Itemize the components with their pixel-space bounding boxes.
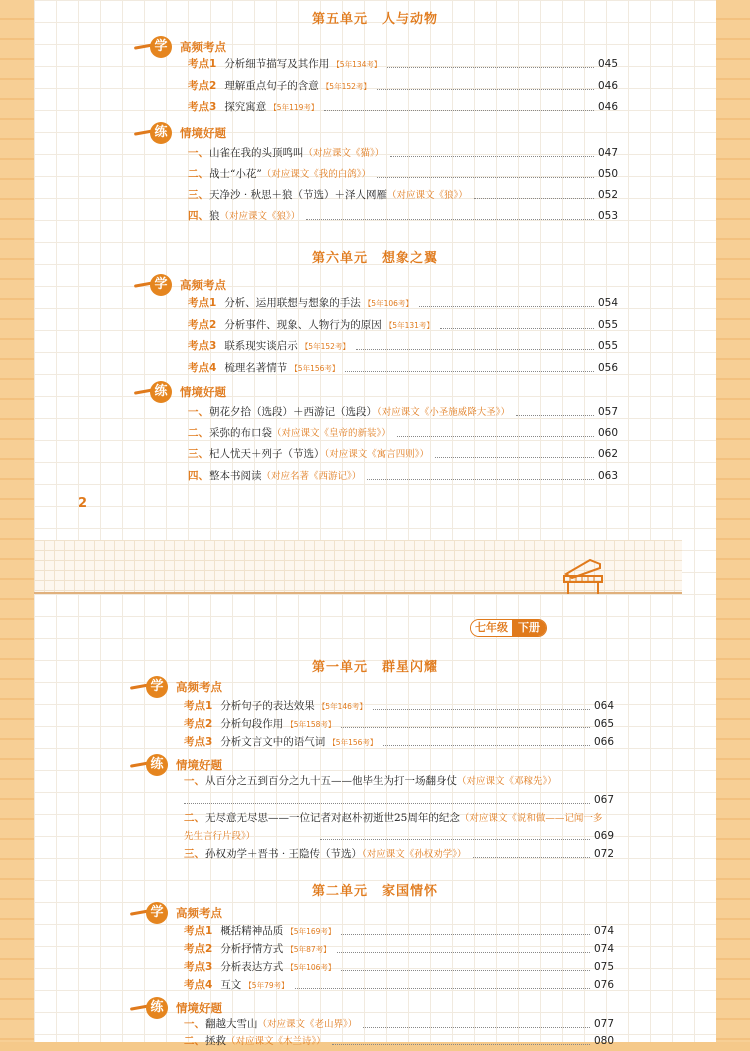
kaodian-row[interactable]: [188, 337, 350, 355]
page-ref[interactable]: 076: [594, 979, 615, 991]
textbook-reference: （对应课文《说和做——记闻一多: [459, 813, 603, 824]
kaodian-number: 考点2: [184, 718, 213, 730]
exercise-number: 三、: [188, 189, 209, 201]
kaodian-number: 考点3: [188, 340, 217, 352]
page-ref[interactable]: 046: [598, 101, 619, 113]
exercise-row[interactable]: [188, 207, 300, 225]
kaodian-row[interactable]: [184, 733, 377, 751]
frequency-tag: 【5年158考】: [286, 720, 336, 729]
page-ref[interactable]: 056: [598, 362, 619, 374]
kaodian-number: 考点3: [188, 101, 217, 113]
exercise-title: 天净沙 · 秋思＋狼（节选）＋泽人网雁: [209, 189, 388, 201]
badge-circle: 练: [150, 381, 172, 403]
page-ref[interactable]: 069: [594, 830, 615, 842]
exercise-title: 朝花夕拾（选段）＋西游记（选段）: [209, 406, 377, 418]
exercise-title: 山雀在我的头顶鸣叫: [209, 147, 304, 159]
exercise-title: 翻越大雪山: [205, 1018, 258, 1030]
kaodian-row[interactable]: [188, 359, 339, 377]
kaodian-title: 互文: [220, 979, 242, 991]
textbook-reference: （对应课文《孙权劝学》）: [362, 849, 467, 860]
section-label: 高频考点: [176, 906, 222, 920]
frequency-tag: 【5年152考】: [300, 342, 350, 351]
lian-badge-icon: [130, 997, 174, 1019]
textbook-reference: （对应课文《皇帝的新装》）: [272, 428, 391, 439]
section-label: 情境好题: [180, 126, 226, 140]
exercise-number: 一、: [188, 406, 209, 418]
kaodian-number: 考点2: [188, 319, 217, 331]
dot-leader: [516, 415, 594, 416]
exercise-title: 孙权劝学＋晋书 · 王隐传（节选）: [205, 848, 363, 860]
page-ref[interactable]: 052: [598, 189, 619, 201]
exercise-row[interactable]: [184, 1015, 357, 1033]
page-ref[interactable]: 054: [598, 297, 619, 309]
kaodian-title: 分析细节描写及其作用: [224, 58, 330, 70]
kaodian-row[interactable]: [184, 976, 289, 994]
kaodian-row[interactable]: [188, 77, 371, 95]
dot-leader: [184, 803, 590, 804]
kaodian-title: 分析句子的表达效果: [220, 700, 315, 712]
badge-circle: 学: [150, 36, 172, 58]
dot-leader: [356, 349, 594, 350]
exercise-number: 一、: [184, 1018, 205, 1030]
kaodian-row[interactable]: [184, 922, 335, 940]
kaodian-title: 概括精神品质: [220, 925, 284, 937]
xue-badge-icon: [134, 274, 178, 296]
unit-title: 第五单元 人与动物: [311, 12, 438, 27]
volume-text: 下册: [512, 620, 546, 636]
frequency-tag: 【5年106考】: [286, 963, 336, 972]
exercise-row[interactable]: [184, 845, 467, 863]
frequency-tag: 【5年156考】: [290, 364, 340, 373]
exercise-row[interactable]: [188, 144, 384, 162]
exercise-row[interactable]: [188, 424, 391, 442]
frequency-tag: 【5年146考】: [317, 702, 367, 711]
kaodian-row[interactable]: [188, 55, 381, 73]
exercise-number: 一、: [188, 147, 209, 159]
dot-leader: [332, 1044, 590, 1045]
qingjing-header: [134, 381, 334, 403]
exercise-row[interactable]: [188, 467, 361, 485]
dot-leader: [324, 110, 594, 111]
dot-leader: [473, 857, 590, 858]
frequency-tag: 【5年79考】: [244, 981, 289, 990]
exercise-row[interactable]: [188, 403, 510, 421]
badge-circle: 练: [146, 997, 168, 1019]
badge-circle: 学: [146, 902, 168, 924]
dot-leader: [390, 156, 594, 157]
page-ref[interactable]: 062: [598, 448, 619, 460]
exercise-row[interactable]: [188, 165, 371, 183]
dot-leader: [474, 198, 594, 199]
exercise-number: 四、: [188, 470, 209, 482]
page-ref[interactable]: 063: [598, 470, 619, 482]
exercise-row[interactable]: [184, 772, 557, 790]
kaodian-row[interactable]: [184, 715, 335, 733]
page-ref[interactable]: 055: [598, 340, 619, 352]
xue-badge-icon: [134, 36, 178, 58]
dot-leader: [435, 457, 594, 458]
page-ref[interactable]: 075: [594, 961, 615, 973]
kaodian-row[interactable]: [188, 316, 434, 334]
dot-leader: [345, 371, 594, 372]
kaodian-number: 考点2: [184, 943, 213, 955]
dot-leader: [397, 436, 594, 437]
exercise-number: 三、: [184, 848, 205, 860]
page-ref[interactable]: 060: [598, 427, 619, 439]
kaodian-number: 考点2: [188, 80, 217, 92]
unit-title: 第一单元 群星闪耀: [311, 660, 438, 675]
exercise-title: 从百分之五到百分之九十五——他毕生为打一场翻身仗: [205, 775, 457, 787]
kaodian-row[interactable]: [188, 294, 413, 312]
piano-icon: [560, 554, 606, 600]
page-ref[interactable]: 065: [594, 718, 615, 730]
kaodian-number: 考点3: [184, 961, 213, 973]
page-ref[interactable]: 066: [594, 736, 615, 748]
kaodian-row[interactable]: [184, 958, 335, 976]
exercise-title: 狼: [209, 210, 220, 222]
page-number: 2: [78, 496, 88, 511]
dot-leader: [295, 988, 590, 989]
section-label: 情境好题: [180, 385, 226, 399]
frequency-tag: 【5年156考】: [328, 738, 378, 747]
right-page-edge: [716, 0, 750, 1042]
exercise-row[interactable]: [184, 1032, 326, 1050]
lian-badge-icon: [130, 754, 174, 776]
page-ref[interactable]: 074: [594, 943, 615, 955]
kaodian-title: 梳理名著情节: [224, 362, 288, 374]
xue-badge-icon: [130, 902, 174, 924]
kaodian-title: 理解重点句子的含意: [224, 80, 319, 92]
dot-leader: [383, 745, 590, 746]
exercise-title: 杞人忧天＋列子（节选）: [209, 448, 325, 460]
dot-leader: [440, 328, 594, 329]
exercise-number: 二、: [184, 1035, 205, 1047]
lian-badge-icon: [134, 381, 178, 403]
page-ref[interactable]: 050: [598, 168, 619, 180]
frequency-tag: 【5年106考】: [363, 299, 413, 308]
kaodian-number: 考点1: [184, 700, 213, 712]
textbook-reference: （对应课文《狼》）: [219, 211, 301, 222]
frequency-tag: 【5年119考】: [269, 103, 319, 112]
textbook-reference: （对应课文《小圣施威降大圣》）: [377, 407, 511, 418]
exercise-row[interactable]: [188, 186, 468, 204]
exercise-title: 整本书阅读: [209, 470, 262, 482]
lian-badge-icon: [134, 122, 178, 144]
page-ref[interactable]: 046: [598, 80, 619, 92]
page-ref[interactable]: 077: [594, 1018, 615, 1030]
kaodian-row[interactable]: [188, 98, 318, 116]
frequency-tag: 【5年131考】: [384, 321, 434, 330]
badge-circle: 练: [150, 122, 172, 144]
frequency-tag: 【5年169考】: [286, 927, 336, 936]
grade-text: 七年级: [471, 620, 512, 636]
page-ref[interactable]: 074: [594, 925, 615, 937]
exercise-row[interactable]: [188, 445, 429, 463]
exercise-title: 战士“小花”: [209, 168, 262, 180]
badge-circle: 练: [146, 754, 168, 776]
dot-leader: [377, 89, 594, 90]
exercise-title: 无尽意无尽思——一位记者对赵朴初逝世25周年的纪念: [205, 812, 460, 824]
kaodian-number: 考点3: [184, 736, 213, 748]
kaodian-number: 考点4: [184, 979, 213, 991]
exercise-number: 一、: [184, 775, 205, 787]
textbook-reference: （对应课文《猫》）: [303, 148, 385, 159]
textbook-reference: （对应课文《邓稼先》）: [457, 776, 557, 787]
unit-title: 第二单元 家国情怀: [311, 884, 438, 899]
dot-leader: [419, 306, 594, 307]
kaodian-row[interactable]: [184, 940, 331, 958]
dot-leader: [306, 219, 594, 220]
page-ref[interactable]: 080: [594, 1035, 615, 1047]
kaodian-title: 分析句段作用: [220, 718, 284, 730]
kaodian-number: 考点1: [188, 297, 217, 309]
exercise-number: 四、: [188, 210, 209, 222]
textbook-reference: （对应课文《寓言四则》）: [324, 449, 430, 460]
exercise-number: 二、: [184, 812, 205, 824]
qingjing-header: [134, 122, 334, 144]
badge-circle: 学: [150, 274, 172, 296]
exercise-row-continued: [184, 827, 255, 845]
section-label: 情境好题: [176, 758, 222, 772]
page-ref[interactable]: 057: [598, 406, 619, 418]
page-ref[interactable]: 053: [598, 210, 619, 222]
kaodian-title: 分析抒情方式: [220, 943, 284, 955]
grade-label: [470, 619, 547, 637]
left-page-edge: [0, 0, 34, 1042]
textbook-reference: （对应课文《狼》）: [387, 190, 468, 201]
exercise-number: 三、: [188, 448, 209, 460]
section-label: 情境好题: [176, 1001, 222, 1015]
dot-leader: [377, 177, 594, 178]
dot-leader: [341, 727, 590, 728]
kaodian-title: 分析文言文中的语气词: [220, 736, 326, 748]
section-label: 高频考点: [180, 40, 226, 54]
page-ref[interactable]: 072: [594, 848, 615, 860]
exercise-number: 二、: [188, 427, 209, 439]
frequency-tag: 【5年152考】: [321, 82, 371, 91]
frequency-tag: 【5年87考】: [286, 945, 331, 954]
exercise-title: 拯救: [205, 1035, 226, 1047]
kaodian-title: 分析、运用联想与想象的手法: [224, 297, 361, 309]
textbook-reference: （对应课文《老山界》）: [257, 1019, 358, 1030]
dot-leader: [337, 952, 590, 953]
dot-leader: [373, 709, 590, 710]
exercise-row[interactable]: [184, 809, 602, 827]
page-ref[interactable]: 067: [594, 794, 615, 806]
textbook-reference: （对应名著《西游记》）: [261, 471, 362, 482]
kaodian-row[interactable]: [184, 697, 367, 715]
kaodian-title: 探究寓意: [224, 101, 267, 113]
textbook-reference: （对应课文《木兰诗》）: [226, 1036, 326, 1047]
page-ref[interactable]: 064: [594, 700, 615, 712]
textbook-reference-continued: 先生言行片段》）: [184, 831, 256, 842]
section-label: 高频考点: [176, 680, 222, 694]
unit-title: 第六单元 想象之翼: [311, 251, 438, 266]
dot-leader: [367, 479, 594, 480]
kaodian-title: 分析表达方式: [220, 961, 284, 973]
frequency-tag: 【5年134考】: [332, 60, 382, 69]
gaopin-header: [130, 676, 330, 698]
kaodian-number: 考点1: [184, 925, 213, 937]
page-ref[interactable]: 055: [598, 319, 619, 331]
exercise-number: 二、: [188, 168, 209, 180]
kaodian-number: 考点1: [188, 58, 217, 70]
textbook-reference: （对应课文《我的白鸽》）: [261, 169, 372, 180]
badge-circle: 学: [146, 676, 168, 698]
gaopin-header: [130, 902, 330, 924]
xue-badge-icon: [130, 676, 174, 698]
page-ref[interactable]: 045: [598, 58, 619, 70]
kaodian-title: 联系现实谈启示: [224, 340, 298, 352]
dot-leader: [341, 970, 590, 971]
dot-leader: [341, 934, 590, 935]
exercise-title: 采弥的布口袋: [209, 427, 272, 439]
kaodian-number: 考点4: [188, 362, 217, 374]
section-label: 高频考点: [180, 278, 226, 292]
dot-leader: [363, 1027, 590, 1028]
dot-leader: [320, 839, 590, 840]
gaopin-header: [134, 274, 334, 296]
page-ref[interactable]: 047: [598, 147, 619, 159]
kaodian-title: 分析事件、现象、人物行为的原因: [224, 319, 382, 331]
dot-leader: [387, 67, 594, 68]
